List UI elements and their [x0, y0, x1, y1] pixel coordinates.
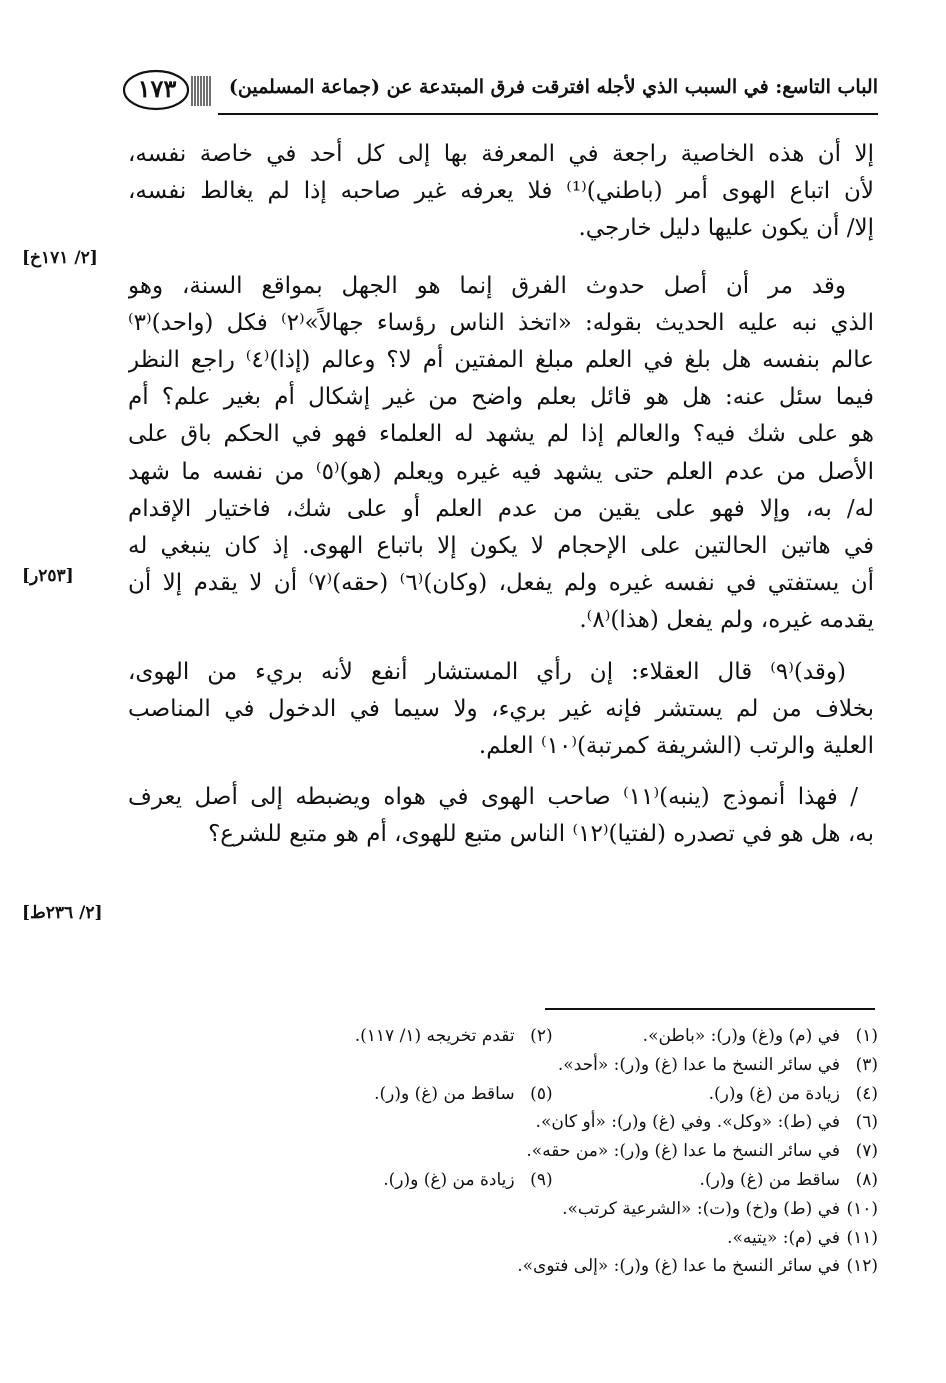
footnote [558, 1080, 878, 1109]
footnote-row [150, 1051, 878, 1080]
main-text [128, 136, 874, 854]
footnote-row [150, 1224, 878, 1253]
footnote-text: تقدم تخريجه (١/ ١١٧). [354, 1026, 515, 1046]
footnote-number: (٩) [530, 1169, 553, 1190]
footnote [233, 1080, 553, 1109]
footnote [526, 1137, 878, 1166]
text-line: هو على شك فيه؟ والعالم إذا لم يشهد له العلماء فهو في الحكم باق على [128, 421, 874, 448]
footnote-row [150, 1080, 878, 1109]
footnote-number: (٤) [855, 1083, 878, 1104]
footnote [558, 1022, 878, 1051]
header-rule [218, 113, 878, 115]
footnote [233, 1166, 553, 1195]
text-line: له/ به، وإلا فهو على يقين من عدم العلم أو على شك، فاختيار الإقدام [128, 495, 874, 522]
text-line: بخلاف من لم يستشر فإنه غير بريء، ولا سيما في الدخول في المناصب [128, 695, 874, 722]
paragraph-3 [128, 654, 874, 766]
text-line: أن يستفتي في نفسه غيره ولم يفعل، (وكان)⁽٦⁾ (حقه)⁽٧⁾ أن لا يقدم إلا أن [128, 570, 874, 597]
footnote-text: في سائر النسخ ما عدا (غ) و(ر): «إلى فتوى». [517, 1256, 840, 1277]
text-line: وقد مر أن أصل حدوث الفرق إنما هو الجهل بمواقع السنة، وهو [128, 272, 846, 299]
text-line: الذي نبه عليه الحديث بقوله: «اتخذ الناس رؤساء جهالاً»⁽٢⁾ فكل (واحد)⁽٣⁾ [128, 309, 874, 336]
footnote-text: في (ط): «وكل». وفي (غ) و(ر): «أو كان». [535, 1112, 840, 1133]
footnote [558, 1224, 878, 1253]
footnote-row [150, 1166, 878, 1195]
footnote [233, 1022, 553, 1051]
footnote-row [150, 1108, 878, 1137]
footnote [558, 1195, 878, 1224]
footnote-number: (٥) [530, 1083, 553, 1104]
footnote [558, 1051, 878, 1080]
text-line: إلا أن هذه الخاصية راجعة في المعرفة بها إلى كل أحد في خاصة نفسه، [128, 141, 874, 167]
text-line: في هاتين الحالتين على الإحجام لا يكون إلا باتباع الهوى. إذ كان ينبغي له [128, 533, 874, 560]
text-line: (وقد)⁽٩⁾ قال العقلاء: إن رأي المستشار أنفع لأنه بريء من الهوى، [128, 658, 846, 685]
footnote-text: زيادة من (غ) و(ر). [383, 1169, 515, 1190]
footnotes [150, 1022, 878, 1281]
page-number-badge [118, 68, 214, 112]
footnote-row [150, 1022, 878, 1051]
footnote-text: ساقط من (غ) و(ر). [699, 1169, 840, 1190]
running-header [118, 62, 878, 126]
footnote-separator [545, 1008, 875, 1010]
page-number: ١٧٣ [137, 74, 177, 103]
footnote-row [150, 1195, 878, 1224]
footnote-number: (١٠) [846, 1198, 878, 1219]
footnote-row [150, 1252, 878, 1281]
footnote-text: زيادة من (غ) و(ر). [708, 1083, 840, 1104]
footnote-number: (٨) [855, 1169, 878, 1190]
text-line: الأصل من عدم العلم حتى يشهد فيه غيره ويعلم (هو)⁽٥⁾ من نفسه ما شهد [128, 458, 874, 485]
footnote-number: (١) [855, 1026, 878, 1046]
footnote-number: (١١) [846, 1227, 878, 1248]
footnote-number: (١٢) [846, 1256, 878, 1277]
paragraph-2 [128, 268, 874, 640]
footnote-number: (٦) [855, 1112, 878, 1133]
footnote-number: (٢) [530, 1026, 553, 1046]
footnote [517, 1252, 878, 1281]
footnote-text: ساقط من (غ) و(ر). [374, 1083, 515, 1104]
footnote-text: في (م) و(غ) و(ر): «باطن». [642, 1026, 840, 1046]
footnote-text: في سائر النسخ ما عدا (غ) و(ر): «من حقه». [526, 1141, 840, 1162]
footnote [536, 1108, 878, 1137]
text-line: لأن اتباع الهوى أمر (باطني)⁽¹⁾ فلا يعرفه غير صاحبه إذا لم يغالط نفسه، [128, 178, 874, 205]
footnote-text: في سائر النسخ ما عدا (غ) و(ر): «أحد». [557, 1054, 840, 1075]
footnote-row [150, 1137, 878, 1166]
text-line: فيما سئل عنه: هل هو قائل بعلم واضح من غير إشكال أم بغير علم؟ أم [128, 384, 874, 411]
paragraph-4 [128, 779, 874, 853]
text-line: به، هل هو في تصدره (لفتيا)⁽١٢⁾ الناس متبع للهوى، أم هو متبع للشرع؟ [208, 821, 874, 848]
margin-ref-3: [٢/ ٢٣٦ط] [22, 903, 103, 923]
margin-ref-1: [٢/ ١٧١خ] [22, 248, 98, 268]
footnote [558, 1166, 878, 1195]
footnote-text: في (م): «يتيه». [727, 1227, 840, 1248]
chapter-title: الباب التاسع: في السبب الذي لأجله افترقت فرق المبتدعة عن (جماعة المسلمين) [228, 76, 878, 98]
text-line: يقدمه غيره، ولم يفعل (هذا)⁽٨⁾. [579, 607, 874, 634]
footnote-number: (٣) [855, 1054, 878, 1075]
text-line: إلا/ أن يكون عليها دليل خارجي. [578, 215, 874, 242]
text-line: عالم بنفسه هل بلغ في العلم مبلغ المفتين أم لا؟ وعالم (إذا)⁽٤⁾ راجع النظر [128, 347, 874, 374]
text-line: العلية والرتب (الشريفة كمرتبة)⁽١٠⁾ العلم. [478, 733, 874, 760]
text-line: / فهذا أنموذج (ينبه)⁽١١⁾ صاحب الهوى في هواه ويضبطه إلى أصل يعرف [128, 784, 858, 811]
paragraph-1 [128, 136, 874, 248]
footnote-number: (٧) [855, 1141, 878, 1162]
margin-ref-2: [٢٥٣ر] [22, 566, 74, 586]
footnote-text: في (ط) و(خ) و(ت): «الشرعية كرتب». [562, 1198, 840, 1219]
